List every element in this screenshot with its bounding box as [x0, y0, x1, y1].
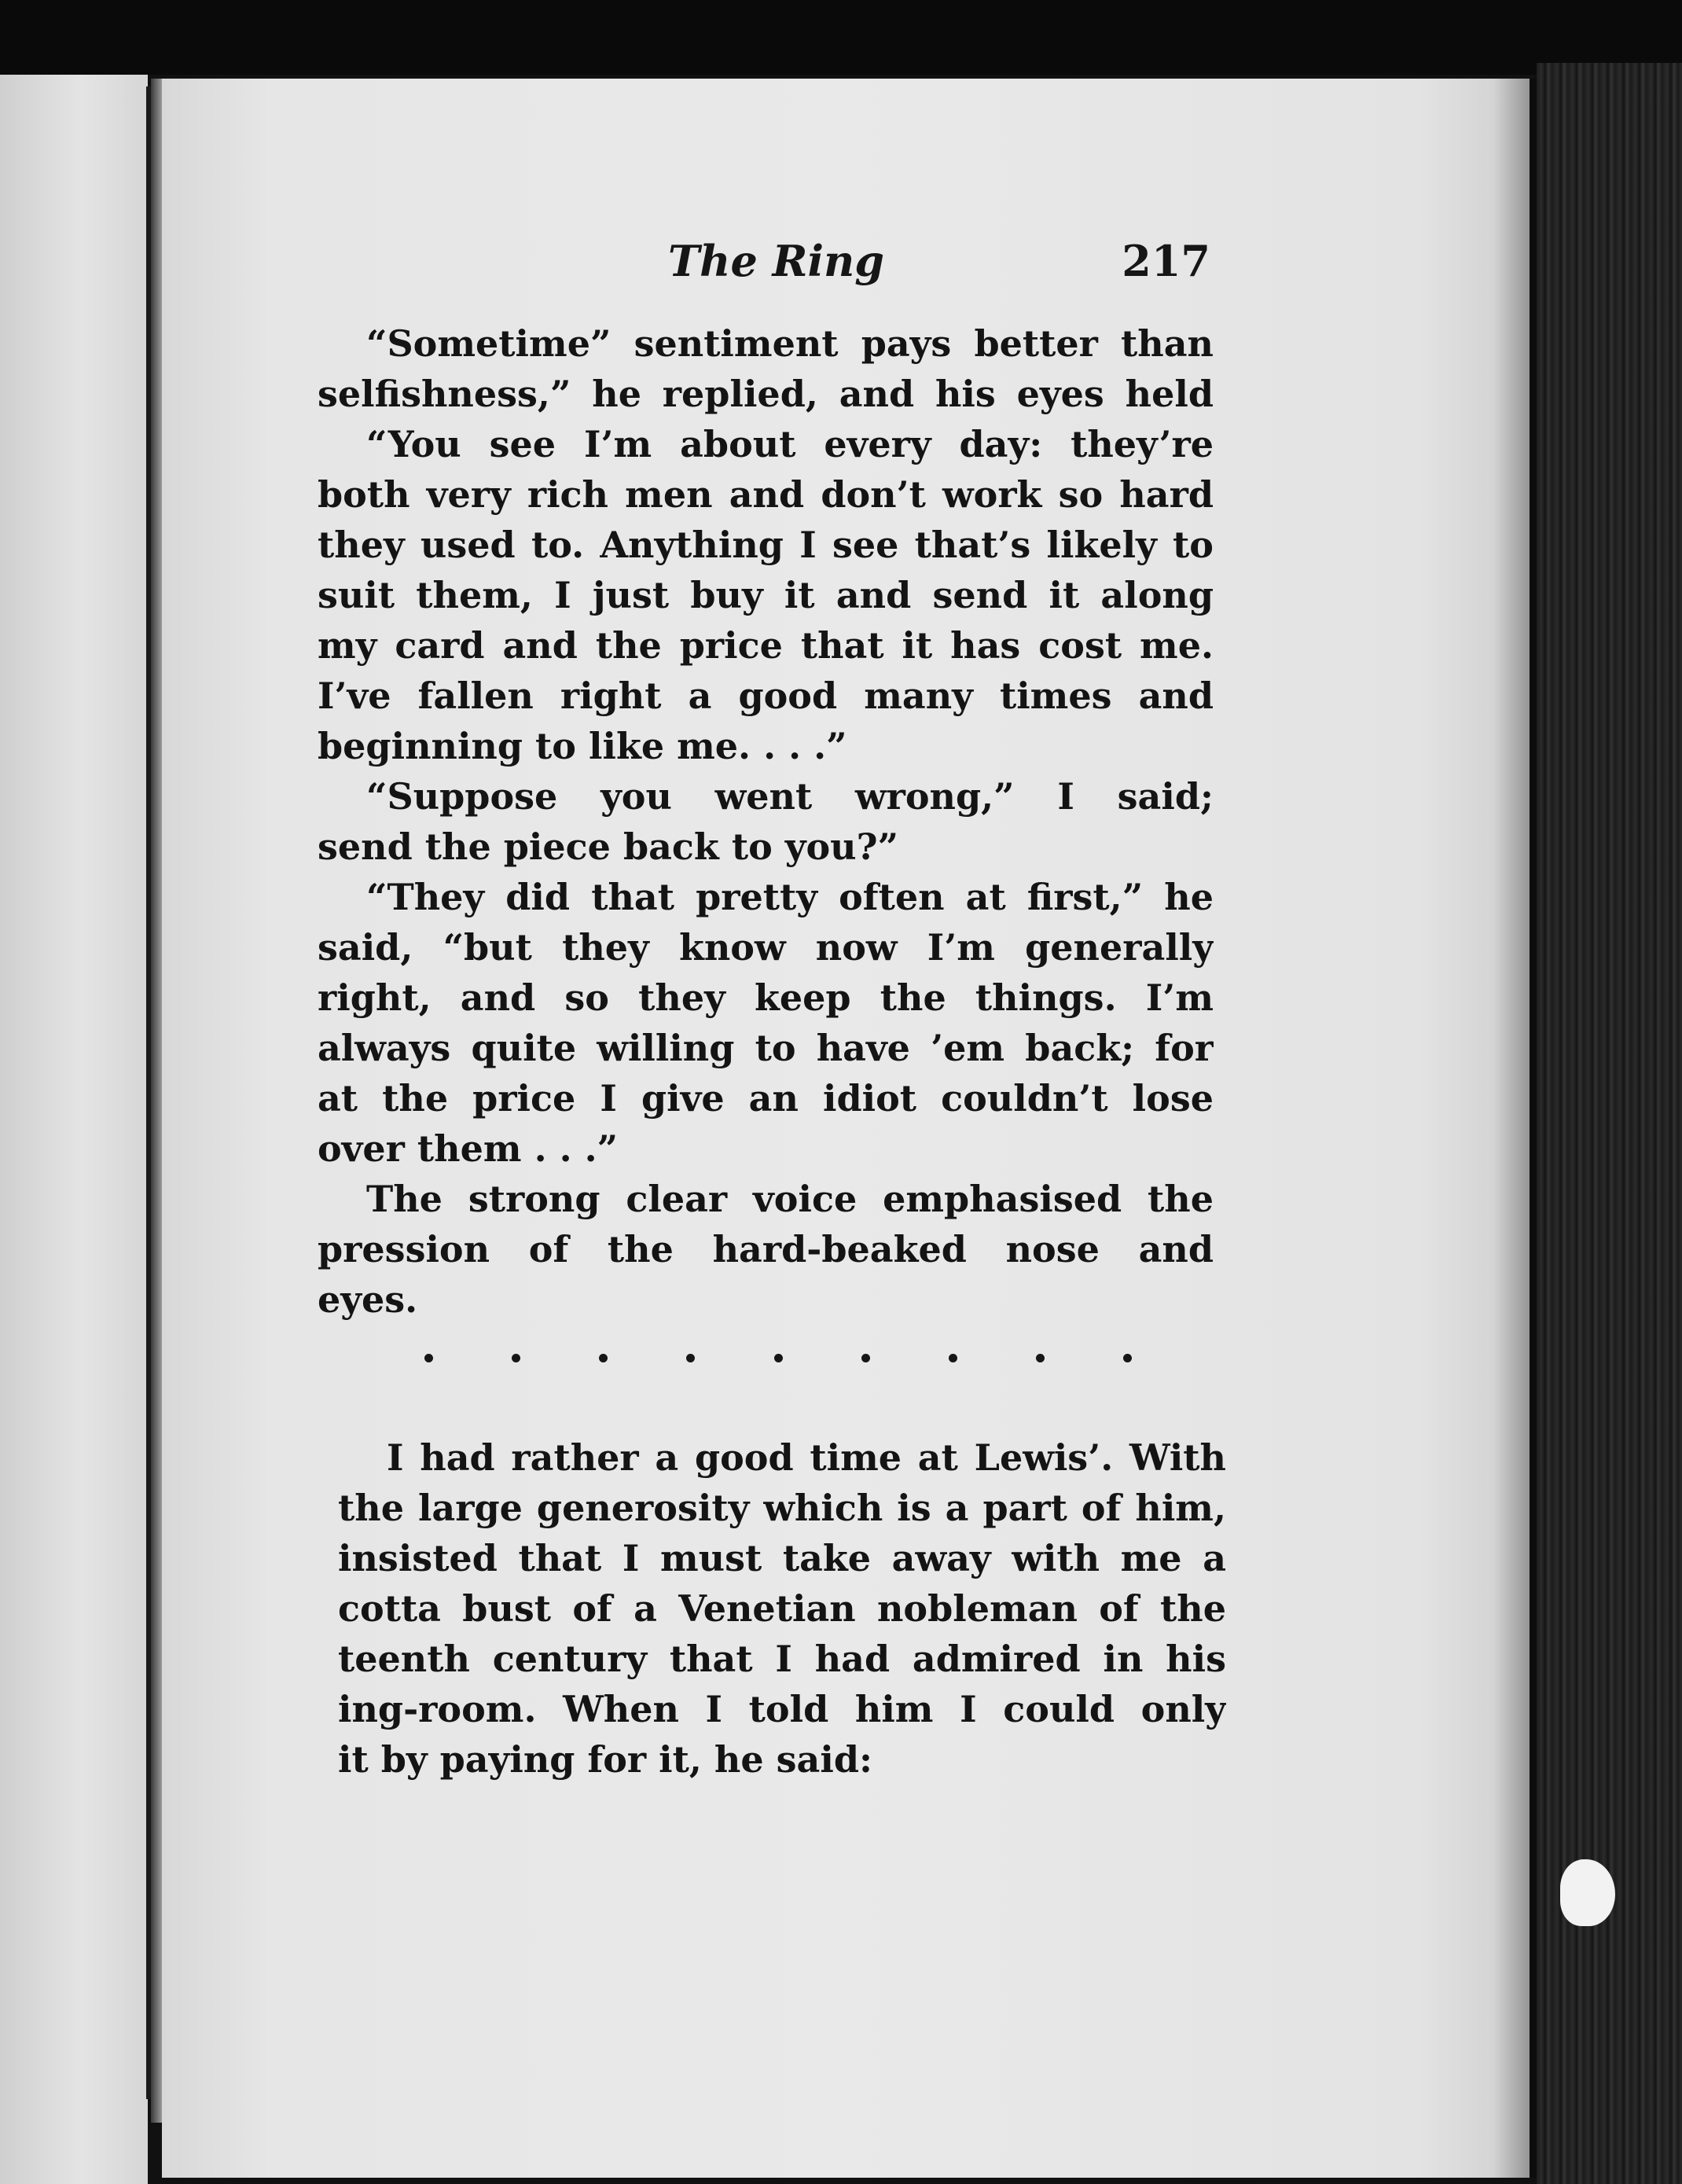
book-fore-edge	[1537, 63, 1682, 2184]
text-line: insisted that I must take away with me a	[338, 1537, 1226, 1579]
text-line: both very rich men and don’t work so hard	[318, 473, 1214, 516]
section-break	[424, 1354, 1132, 1362]
section-break-dot	[861, 1354, 870, 1362]
body-text-continued	[338, 1432, 1226, 1785]
text-line: right, and so they keep the things. I’m	[318, 976, 1214, 1019]
section-break-dot	[1123, 1354, 1132, 1362]
text-line: selfishness,” he replied, and his eyes held	[318, 373, 1214, 415]
text-line: send the piece back to you?”	[318, 825, 899, 868]
text-line: eyes.	[318, 1278, 418, 1321]
page-number: 217	[1122, 236, 1210, 286]
section-break-dot	[949, 1354, 957, 1362]
section-break-dot	[774, 1354, 783, 1362]
text-line: teenth century that I had admired in his	[338, 1638, 1226, 1680]
text-line: over them . . .”	[318, 1127, 619, 1170]
section-break-dot	[424, 1354, 433, 1362]
text-line: it by paying for it, he said:	[338, 1738, 872, 1781]
text-line: I had rather a good time at Lewis’. With	[387, 1436, 1226, 1479]
text-line: ing-room. When I told him I could only	[338, 1688, 1226, 1730]
text-line: beginning to like me. . . .”	[318, 725, 847, 767]
text-line: I’ve fallen right a good many times and	[318, 675, 1214, 717]
text-line: The strong clear voice emphasised the	[366, 1178, 1214, 1220]
page-gutter	[151, 79, 162, 2123]
body-text	[318, 318, 1214, 1325]
page-header	[314, 236, 1210, 299]
section-break-dot	[1036, 1354, 1045, 1362]
running-title: The Ring	[668, 236, 885, 286]
section-break-dot	[599, 1354, 608, 1362]
text-line: “Suppose you went wrong,” I said;	[366, 775, 1214, 818]
text-line: the large generosity which is a part of him,	[338, 1487, 1226, 1529]
text-line: pression of the hard-beaked nose and	[318, 1228, 1214, 1270]
text-line: “They did that pretty often at first,” he	[366, 876, 1214, 918]
text-line: they used to. Anything I see that’s likely to	[318, 524, 1214, 566]
text-line: “You see I’m about every day: they’re	[366, 423, 1214, 465]
section-break-dot	[686, 1354, 695, 1362]
text-line: said, “but they know now I’m generally	[318, 926, 1214, 969]
section-break-dot	[512, 1354, 520, 1362]
page-shadow	[1493, 79, 1541, 2178]
facing-page-edge	[0, 75, 148, 2184]
text-line: always quite willing to have ’em back; for	[318, 1027, 1214, 1069]
scan-top-border	[0, 0, 1682, 75]
text-line: “Sometime” sentiment pays better than	[366, 322, 1214, 365]
scan-blot	[1560, 1859, 1615, 1926]
text-line: cotta bust of a Venetian nobleman of the	[338, 1587, 1226, 1630]
text-line: my card and the price that it has cost me.	[318, 624, 1214, 667]
text-line: at the price I give an idiot couldn’t lose	[318, 1077, 1214, 1120]
text-line: suit them, I just buy it and send it along	[318, 574, 1214, 616]
